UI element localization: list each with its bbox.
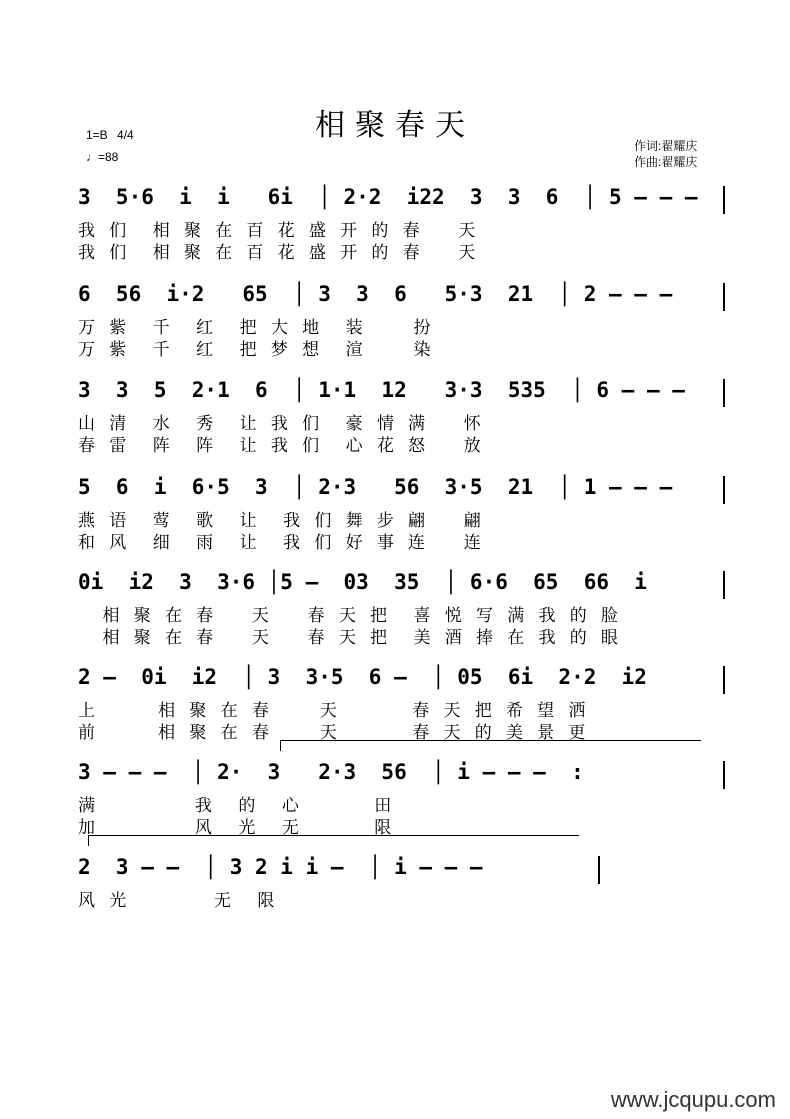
time-signature: 4/4 [117,128,134,142]
song-title: 相聚春天 [315,108,475,143]
lyricist-credit: 作词:翟耀庆 [634,139,698,153]
notation-line: 5 6 i 6·5 3 │ 2·3 56 3·5 21 │ 1 – – – [78,475,698,499]
lyric-line-1: 满 我 的 心 田 [78,796,394,816]
notation-line: 3 – – – │ 2· 3 2·3 56 │ i – – – : [78,760,584,784]
notation-line: 0i i2 3 3·6 │5 – 03 35 │ 6·6 65 66 i [78,570,647,594]
lyric-line-2: 和 风 细 雨 让 我 们 好 事 连 连 [78,533,483,553]
key-text: 1=B [86,128,108,142]
bar-line [723,571,725,599]
lyric-line-2: 相 聚 在 春 天 春 天 把 美 酒 捧 在 我 的 眼 [78,628,620,648]
lyric-line-2: 我 们 相 聚 在 百 花 盛 开 的 春 天 [78,243,478,263]
notation-line: 2 3 – – │ 3 2 i i – │ i – – – [78,855,508,879]
notation-line: 3 3 5 2·1 6 │ 1·1 12 3·3 535 │ 6 – – – [78,378,711,402]
composer-credit: 作曲:翟耀庆 [634,155,698,169]
lyric-line-2: 加 风 光 无 限 [78,818,394,838]
bar-line [723,666,725,694]
lyric-line-1: 相 聚 在 春 天 春 天 把 喜 悦 写 满 我 的 脸 [78,606,620,626]
bar-line [723,186,725,214]
lyric-line-1: 上 相 聚 在 春 天 春 天 把 希 望 洒 [78,701,588,721]
bar-line [723,379,725,407]
lyric-line-2: 万 紫 千 红 把 梦 想 渲 染 [78,340,433,360]
lyric-line-1: 我 们 相 聚 在 百 花 盛 开 的 春 天 [78,221,478,241]
lyric-line-1: 万 紫 千 红 把 大 地 装 扮 [78,318,433,338]
lyric-line-2: 前 相 聚 在 春 天 春 天 的 美 景 更 [78,723,588,743]
tempo-marking: ♩=88 [86,150,119,164]
lyric-line-1: 山 清 水 秀 让 我 们 豪 情 满 怀 [78,414,483,434]
lyric-line-1: 燕 语 莺 歌 让 我 们 舞 步 翩 翩 [78,511,483,531]
notation-line: 2 – 0i i2 │ 3 3·5 6 – │ 05 6i 2·2 i2 [78,665,647,689]
volta-bracket [88,835,579,846]
key-signature [86,128,134,142]
bar-line [598,856,600,884]
notation-line: 6 56 i·2 65 │ 3 3 6 5·3 21 │ 2 – – – [78,282,698,306]
notation-line: 3 5·6 i i 6i │ 2·2 i22 3 3 6 │ 5 – – – [78,185,723,209]
bar-line [723,476,725,504]
volta-bracket [280,740,701,751]
lyric-line-1: 风 光 无 限 [78,891,277,911]
lyric-line-2: 春 雷 阵 阵 让 我 们 心 花 怒 放 [78,436,483,456]
bar-line [723,283,725,311]
site-watermark: www.jcqupu.com [610,1087,776,1112]
bar-line [723,761,725,789]
